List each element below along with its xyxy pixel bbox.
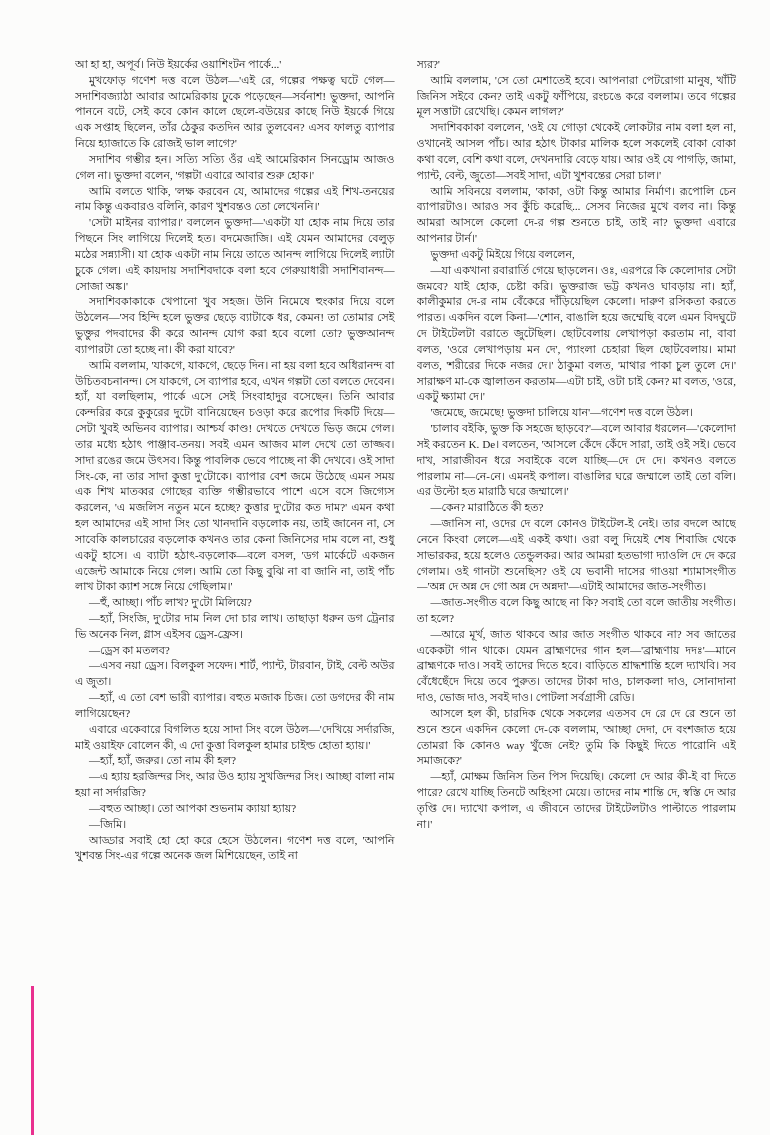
margin-accent-line — [31, 986, 34, 1135]
paragraph: আমি বললাম, 'সে তো মেশাতেই হবে। আপনারা পেটরোগা মানুষ, খাঁটি জিনিস সইবে কেন? তাই একটু ফাঁপিয়ে, রংচঙে করে বললাম। তবে গল্পের মূল সত্তাটা রেখেছি। কেমন লাগল?' — [416, 74, 736, 119]
paragraph: 'জমেছে, জমেছে! ভুক্তদা চালিয়ে যান'—গণেশ দত্ত বলে উঠল। — [430, 407, 694, 420]
right-column — [417, 58, 737, 1109]
paragraph: আড্ডার সবাই হো হো করে হেসে উঠলেন। গণেশ দত্ত বলে, 'আপনি খুশবন্ত সিং-এর গল্পে অনেক জল মিশিয়েছেন, তাই না — [75, 834, 395, 863]
paragraph: —হ্যাঁ, মোক্ষম জিনিস তিন পিস দিয়েছি। কেলো দে আর কী-ই বা দিতে পারে? রেখে যাচ্ছি তিনটে অহিংসা মেয়ে। তাদের নাম শান্তি দে, স্বস্তি দে আর তৃপ্তি দে। দ্যাখো কপাল, এ জীবনে তাদের টাইটেলটাও পাল্টাতে পারলাম না।' — [416, 771, 736, 831]
text-columns — [75, 58, 736, 1109]
paragraph: —হ্যাঁ, সিংজি, দু'টোর দাম নিল দো চার লাখ। তাছাড়া ধরুন ডগ ট্রেনার ভি অনেক নিল, গ্লাস এইসব ড্রেস-ফ্রেস। — [75, 612, 395, 641]
paragraph: —এ হ্যায় হরজিন্দর সিং, আর উও হ্যায় সুখজিন্দর সিং। আচ্ছা বালা নাম হয়া না সর্দারজি? — [75, 771, 395, 800]
paragraph: —কেন? মারাঠিতে কী হত? — [430, 502, 544, 515]
paragraph: আমি বলতে থাকি, 'লক্ষ করবেন যে, আমাদের গল্পের এই শিখ-তনয়ের নাম কিন্তু একবারও বলিনি, কারণ খুশবন্তও তো লেখেননি।' — [75, 185, 395, 214]
paragraph: —আরে মূর্খ, জাত থাকবে আর জাত সংগীত থাকবে না? সব জাতের একেকটা গান থাকে। যেমন ব্রাহ্মণদের গান হল—'ব্রাহ্মণায় দদঃ'—মানে ব্রাহ্মণকে দাও। সবই তাদের দিতে হবে। বাড়িতে শ্রাদ্ধশান্তি হলে দ্যাখবি। সব বেঁধেছেঁদে দিয়ে তবে পুরুত। তাদের টাকা দাও, চালকলা দাও, সোনাদানা দাও, ভোজ দাও, সবই দাও। পোটলা সর্বগ্রাসী রেডি। — [416, 628, 736, 705]
paragraph: 'চালাব বইকি, ভুক্ত কি সহজে ছাড়বে?'—বলে আবার ধরলেন—'কেলোদা সই করতেন K. De। বলতেন, 'আসলে কেঁদে কেঁদে সারা, তাই ওই সই। ভেবে দাখ, সারাজীবন ধরে সবাইকে বলে যাচ্ছি—দে দে দে। কখনও বলতে পারলাম না—নে-নে। এমনই কপাল। বাঙালির ঘরে জম্মালে তাই তো বলি। এর উল্টো হত মারাঠি ঘরে জম্মালে।' — [416, 423, 736, 499]
paragraph: আসলে হল কী, চারদিক থেকে সকলের এতসব দে রে দে রে শুনে তা শুনে শুনে একদিন কেলো দে-কে বললাম, 'আচ্ছা দেদা, দে বংশজাত হয়ে তোমরা কি কোনও way খুঁজে নেই? তুমি কি কিছুই দিতে পারোনি এই সমাজকে?' — [416, 707, 736, 768]
paragraph: —হুঁ, আচ্ছা। পাঁচ লাখ? দু'টো মিলিয়ে? — [89, 597, 252, 610]
paragraph: —হ্যাঁ, এ তো বেশ ভারী ব্যাপার। বহুত মজাক চিজ। তো ডগদের কী নাম লাগিয়েছেন? — [75, 692, 395, 720]
paragraph: মুখফোড় গণেশ দত্ত বলে উঠল—'এই রে, গল্পের পক্ষত্ব ঘটে গেল—সদাশিবজ্যাঠা আবার আমেরিকায় ঢুকে পড়েছেন—সর্বনাশ! ভুক্তদা, আপনি পাননে বটে, সেই কবে কোন কালে ছেলে-বউয়ের কাছে নিউ ইয়র্কে গিয়ে এক সপ্তাহ ছিলেন, তাঁর ঠেকুর কতদিন আর তুলবেন? এসব ফালতু ব্যাপার নিয়ে হ্যাজাতে কি রোজই ভাল লাগে?' — [75, 74, 395, 151]
paragraph: —বহুত আচ্ছা। তো আপকা শুভনাম ক্যায়া হ্যায়? — [89, 802, 297, 815]
margin-label — [0, 1055, 4, 1123]
paragraph: —জিমি। — [89, 818, 127, 831]
paragraph: —হ্যাঁ, হ্যাঁ, জরুর। তো নাম কী হল? — [89, 755, 237, 768]
paragraph: সদাশিবকাকাকে খেপানো খুব সহজ। উনি নিমেষে হুংকার দিয়ে বলে উঠলেন—'সব হিন্দি হলে ভুক্তর ছেড়ে ব্যাটাকে ধর, কেমন! তা তোমার সেই ভুক্তুর পদবাদের কী করে আনন্দ যোগ করা হবে বলো তো? ভুক্তআনন্দ ব্যাপারটা তো হচ্ছে না। কী করা যাবে?' — [75, 296, 395, 356]
paragraph: এবারে একেবারে বিগলিত হয়ে সাদা সিং বলে উঠল—'দেখিয়ে সর্দারজি, মাই ওয়াইফ বোলেন কী, এ দো কুত্তা বিলকুল হামার চাইল্ড হোতা হ্যায়।' — [75, 723, 395, 752]
paragraph: —জানিস না, ওদের দে বলে কোনও টাইটেল-ই নেই। তার বদলে আছে নেনে কিংবা লেলে—এই একই কথা। ওরা বলু দিয়েই শেষ শিবাজি থেকে সাভারকর, হয়ে হলেও তেন্ডুলকর। আর আমরা হতভাগা দ্যাওলি দে দে করে গেলাম। ওই গানটা শুনেছিস? ওই যে ভবানী দাসের গাওয়া শ্যামাসংগীত—'অন্ন দে অন্ন দে গো অন্ন দে অন্নদা'—এটাই আমাদের জাত-সংগীত। — [416, 518, 736, 594]
paragraph: —ড্রেস কা মতলব? — [89, 644, 170, 657]
paragraph: আমি সবিনয়ে বললাম, 'কাকা, ওটা কিন্তু আমার নির্মাণ। রূপোলি চেন ব্যাপারটাও। আরও সব কুঁচি করেছি... সেসব নিজের মুখে বলব না। কিন্তু আমরা আসলে কেলো দে-র গল্প শুনতে চাই, তাই না? ভুক্তদা এবারে আপনার টার্ন।' — [416, 185, 736, 246]
paragraph: —জাত-সংগীত বলে কিছু আছে না কি? সবাই তো বলে জাতীয় সংগীত। তা হলে? — [416, 597, 736, 625]
left-column — [75, 58, 395, 1109]
paragraph: —এসব নয়া ড্রেস। বিলকুল সফেদ। শার্ট, প্যান্ট, টারবান, টাই, বেল্ট অউর এ জুতা। — [75, 660, 395, 689]
paragraph: ভুক্তদা একটু মিইয়ে গিয়ে বললেন, — [430, 248, 575, 261]
paragraph: স্যর?' — [416, 59, 440, 71]
paragraph: 'সেটা মাইনর ব্যাপার।' বললেন ভুক্তদা—'একটা যা হোক নাম দিয়ে তার পিছনে সিং লাগিয়ে দিলেই হত। বদমেজাজি। এই যেমন আমাদের বেলুড় মঠের সন্ন্যাসী। যা হোক একটা নাম নিয়ে তাতে আনন্দ লাগিয়ে দিলেই ল্যাটা চুকে গেল। এই কায়দায় সদাশিবদাকে বলা হবে গেরুয়াধারী সদাশিবানন্দ—সোজা অঙ্ক।' — [75, 217, 395, 293]
paragraph: —যা একখানা রবারার্তি গেয়ে ছাড়লেন। ওঃ, এরপরে কি কেলোদার সেটা জমবে? যাই হোক, চেষ্টা করি। ভুক্তরাজ ভট্ট কখনও ঘাবড়ায় না। হ্যাঁ, কালীকুমার দে-র নাম বেঁকেরে দাঁড়িয়েছিল কেলো। দারুণ রসিকতা করতে পারত। একদিন বলে কিনা—'শোন, বাঙালি হয়ে জম্মেছি বলে এমন বিদঘুটে দে টাইটেলটা বরাতে জুটেছিল। ছোটবেলায় লেখাপড়া করতাম না, বাবা বলত, 'ওরে লেখাপড়ায় মন দে', প্যাংলা চেহারা ছিল ছোটবেলায়। মামা বলত, 'শরীরের দিকে নজর দে।' ঠাকুমা বলত, 'মাথার পাকা চুল তুলে দে।' সারাক্ষণ মা-কে জ্বালাতন করতাম—এটা চাই, ওটা চাই কেন? মা বলত, 'ওরে, একটু ক্ষ্যামা দে।' — [416, 264, 736, 404]
paragraph: সদাশিবকাকা বললেন, 'ওই যে গোড়া থেকেই লোকটার নাম বলা হল না, ওখানেই আসল পাঁচ। আর হঠাৎ টাকার মালিক হলে সকলেই বোকা বোকা কথা বলে, বেশি কথা বলে, দেখনদারি বেড়ে যায়। আর ওই যে পাগড়ি, জামা, প্যান্ট, বেল্ট, জুতো—সবই সাদা, এটা খুশবন্তের সেরা চাল।' — [416, 122, 736, 182]
paragraph: আ হা হা, অপূর্ব। নিউ ইয়র্কের ওয়াশিংটন পার্কে...' — [75, 59, 282, 71]
paragraph: সদাশিব গম্ভীর হন। সত্যি সত্যি ওঁর এই আমেরিকান সিনড্রোম আজও গেল না। ভুক্তদা বলেন, 'গল্পটা এবারে আবার শুরু হোক।' — [75, 153, 395, 182]
paragraph: আমি বললাম, 'যাকগে, যাকগে, ছেড়ে দিন। না হয় বলা হবে অধিরানন্দ বা উচিতবচনানন্দ। সে যাকগে, সে ব্যাপার হবে, এখন গল্পটা তো বলতে দেবেন। হ্যাঁ, যা বলছিলাম, পার্কে এসে সেই সিংবাহাদুর বসেছেন। তিনি আবার কেন্দরির করে কুকুরের দুটো বানিয়েছেন চওড়া করে রূপোর দিকটি দিয়ে—সেটা খুবই অভিনব ব্যাপার। আশ্চর্য কাণ্ড! দেখতে দেখতে ভিড় জমে গেল। তার মধ্যে হঠাৎ পাঞ্জাব-তনয়। সবই এমন আজব মাল দেখে তো তাজ্জব। সাদা রঙের জমে উৎসব। কিন্তু পাবলিক ভেবে পাচ্ছে না কী দেখবে। ওই সাদা সিং-কে, না তার সাদা কুত্তা দু'টোকে। ব্যাপার বেশ জমে উঠেছে এমন সময় এক শিখ মাতব্বর গোছের ব্যক্তি গম্ভীরভাবে পাশে এসে বসে জিগ্যেস করলেন, 'এ মজলিস নতুন মনে হচ্ছে? কুত্তার দু'টোর কত দাম?' এমন কথা হল আমাদের এই সাদা সিং তো খানদানি বড়লোক নয়, তাই জানেন না, সে সাবেকি কালচারের বড়লোক কখনও তার কেনা জিনিসের দাম বলে না, শুধু একটু হাসে। এ ব্যাটা হঠাৎ-বড়লোক—বলে বসল, 'ডগ মার্কেটে একজন এজেন্ট আমাকে নিয়ে গেল। আমি তো কিছু বুঝি না বা জানি না, তাই পাঁচ লাখ টাকা ক্যাশ সঙ্গে নিয়ে গেছিলাম।' — [75, 359, 395, 594]
